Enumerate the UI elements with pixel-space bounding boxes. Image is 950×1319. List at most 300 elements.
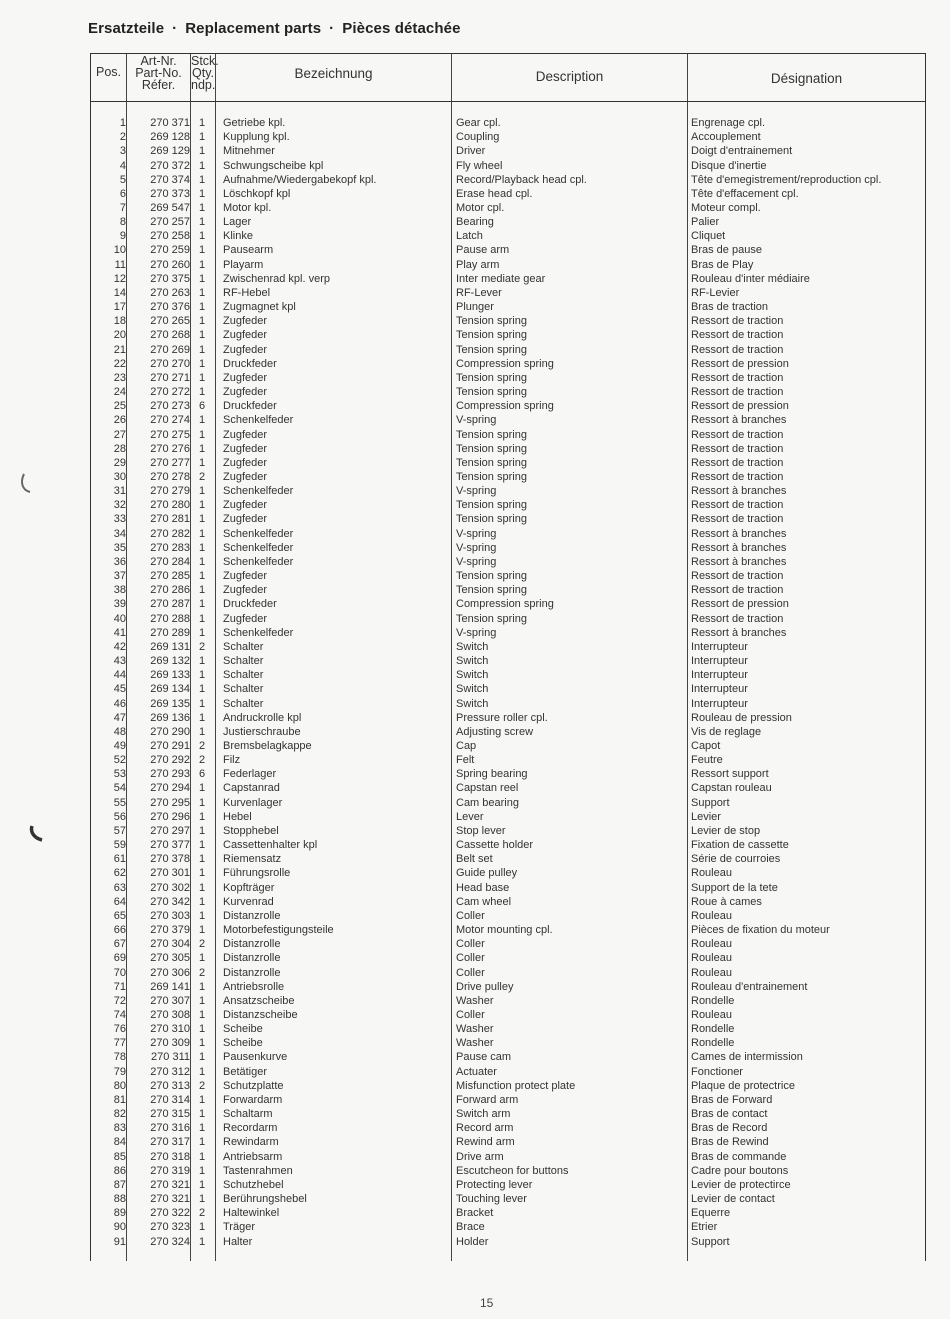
row-pos: 87 bbox=[113, 1178, 126, 1191]
table-row bbox=[91, 1178, 925, 1192]
table-row bbox=[91, 640, 925, 654]
table-row bbox=[91, 357, 925, 371]
row-art-nr: 270 306 bbox=[150, 966, 190, 979]
row-bezeichnung: Stopphebel bbox=[223, 824, 279, 837]
row-qty: 1 bbox=[198, 258, 206, 271]
table-row bbox=[91, 456, 925, 470]
row-description: Coller bbox=[456, 938, 485, 951]
row-description: V-spring bbox=[456, 485, 497, 498]
row-pos: 69 bbox=[113, 952, 126, 965]
table-row bbox=[91, 130, 925, 144]
row-pos: 91 bbox=[113, 1235, 126, 1248]
row-designation: Cliquet bbox=[691, 230, 726, 243]
row-description: Drive arm bbox=[456, 1150, 504, 1163]
table-row bbox=[91, 201, 925, 215]
table-row bbox=[91, 909, 925, 923]
row-designation: Fixation de cassette bbox=[691, 839, 789, 852]
table-row bbox=[91, 980, 925, 994]
row-bezeichnung: Scheibe bbox=[223, 1023, 263, 1036]
row-pos: 34 bbox=[113, 527, 126, 540]
row-art-nr: 270 260 bbox=[150, 258, 190, 271]
row-qty: 1 bbox=[198, 357, 206, 370]
row-designation: Bras de contact bbox=[691, 1108, 768, 1121]
table-row bbox=[91, 258, 925, 272]
row-designation: Ressort à branches bbox=[691, 485, 787, 498]
header-ndp: ndp. bbox=[191, 78, 216, 92]
row-art-nr: 270 377 bbox=[150, 839, 190, 852]
row-qty: 2 bbox=[198, 740, 206, 752]
heading-french: Pièces détachée bbox=[342, 20, 461, 37]
row-art-nr: 270 305 bbox=[150, 952, 190, 965]
row-designation: Ressort de pression bbox=[691, 357, 789, 370]
row-bezeichnung: Distanzscheibe bbox=[223, 1009, 298, 1021]
row-bezeichnung: Filz bbox=[223, 754, 241, 767]
row-bezeichnung: Schutzplatte bbox=[223, 1079, 284, 1092]
table-row bbox=[91, 1008, 925, 1022]
row-qty: 1 bbox=[198, 810, 206, 823]
row-designation: Ressort à branches bbox=[691, 527, 787, 540]
row-qty: 1 bbox=[198, 159, 206, 172]
table-row bbox=[91, 428, 925, 442]
row-bezeichnung: Klinke bbox=[223, 230, 253, 243]
row-art-nr: 269 136 bbox=[150, 711, 190, 724]
table-row bbox=[91, 895, 925, 909]
row-description: Adjusting screw bbox=[456, 725, 534, 738]
row-description: Protecting lever bbox=[456, 1178, 533, 1191]
row-bezeichnung: Schalter bbox=[223, 640, 264, 653]
row-designation: Feutre bbox=[691, 754, 723, 767]
row-qty: 1 bbox=[198, 456, 206, 469]
row-pos: 65 bbox=[113, 909, 126, 922]
row-art-nr: 270 271 bbox=[150, 371, 190, 384]
row-designation: Levier de stop bbox=[691, 824, 761, 837]
row-qty: 1 bbox=[198, 414, 206, 427]
row-art-nr: 270 379 bbox=[150, 924, 190, 936]
row-qty: 1 bbox=[198, 867, 206, 880]
row-art-nr: 270 321 bbox=[150, 1193, 190, 1205]
row-designation: Ressort à branches bbox=[691, 626, 787, 639]
row-description: V-spring bbox=[456, 414, 497, 427]
row-bezeichnung: Recordarm bbox=[223, 1122, 278, 1135]
row-designation: Ressort à branches bbox=[691, 541, 787, 554]
row-art-nr: 270 378 bbox=[150, 853, 190, 866]
table-row bbox=[91, 951, 925, 965]
table-row bbox=[91, 1065, 925, 1079]
row-designation: Bras de traction bbox=[691, 301, 769, 314]
row-qty: 1 bbox=[198, 1193, 206, 1205]
row-qty: 1 bbox=[198, 980, 206, 993]
row-art-nr: 270 279 bbox=[150, 485, 190, 498]
row-bezeichnung: Zugfeder bbox=[223, 442, 268, 455]
row-art-nr: 270 265 bbox=[150, 315, 190, 328]
row-art-nr: 270 277 bbox=[150, 456, 190, 469]
row-bezeichnung: Schenkelfeder bbox=[223, 485, 294, 498]
row-pos: 48 bbox=[113, 725, 126, 738]
row-art-nr: 269 129 bbox=[150, 145, 190, 158]
table-row bbox=[91, 739, 925, 753]
row-designation: Rondelle bbox=[691, 1037, 735, 1050]
row-pos: 38 bbox=[113, 584, 126, 597]
row-art-nr: 270 376 bbox=[150, 301, 190, 314]
row-art-nr: 269 134 bbox=[150, 683, 190, 696]
row-description: V-spring bbox=[456, 541, 497, 554]
row-pos: 39 bbox=[113, 598, 126, 611]
row-art-nr: 270 287 bbox=[150, 598, 190, 611]
row-qty: 1 bbox=[198, 924, 206, 936]
row-qty: 1 bbox=[198, 1065, 206, 1078]
row-description: Motor mounting cpl. bbox=[456, 924, 553, 936]
row-designation: Accouplement bbox=[691, 131, 761, 144]
row-description: Spring bearing bbox=[456, 768, 528, 781]
row-pos: 79 bbox=[113, 1065, 126, 1078]
row-pos: 86 bbox=[113, 1164, 126, 1177]
row-qty: 1 bbox=[198, 1009, 206, 1021]
row-bezeichnung: Schenkelfeder bbox=[223, 626, 294, 639]
row-designation: Fonctioner bbox=[691, 1065, 743, 1078]
row-designation: Support de la tete bbox=[691, 881, 778, 894]
row-art-nr: 270 301 bbox=[150, 867, 190, 880]
row-designation: Interrupteur bbox=[691, 640, 748, 653]
row-qty: 2 bbox=[198, 470, 206, 483]
row-pos: 88 bbox=[113, 1193, 126, 1205]
row-art-nr: 270 311 bbox=[151, 1051, 190, 1064]
row-pos: 84 bbox=[113, 1136, 126, 1149]
row-art-nr: 270 315 bbox=[150, 1108, 190, 1121]
row-qty: 1 bbox=[198, 1136, 206, 1149]
row-art-nr: 270 290 bbox=[150, 725, 190, 738]
row-designation: Disque d'inertie bbox=[691, 159, 767, 172]
table-row bbox=[91, 555, 925, 569]
row-qty: 1 bbox=[198, 683, 206, 696]
row-qty: 1 bbox=[198, 386, 206, 398]
row-description: Compression spring bbox=[456, 357, 554, 370]
row-designation: Rouleau bbox=[691, 952, 732, 965]
row-designation: Bras de Play bbox=[691, 258, 754, 271]
row-bezeichnung: Antriebsrolle bbox=[223, 980, 285, 993]
row-qty: 2 bbox=[198, 1207, 206, 1220]
row-bezeichnung: Schwungscheibe kpl bbox=[223, 159, 324, 172]
row-description: Guide pulley bbox=[456, 867, 518, 880]
row-qty: 1 bbox=[198, 230, 206, 243]
row-designation: Ressort de traction bbox=[691, 428, 784, 441]
table-row bbox=[91, 612, 925, 626]
row-qty: 1 bbox=[198, 584, 206, 597]
row-pos: 77 bbox=[113, 1037, 126, 1050]
header-art-nr: Art-Nr. bbox=[140, 54, 177, 68]
row-pos: 74 bbox=[113, 1009, 126, 1021]
row-qty: 1 bbox=[198, 1235, 206, 1248]
row-pos: 54 bbox=[113, 782, 126, 795]
row-description: Tension spring bbox=[456, 442, 527, 455]
row-description: Felt bbox=[456, 754, 475, 767]
row-art-nr: 270 309 bbox=[150, 1037, 190, 1050]
row-designation: Moteur compl. bbox=[691, 201, 761, 214]
row-bezeichnung: Schenkelfeder bbox=[223, 541, 294, 554]
row-art-nr: 270 275 bbox=[150, 428, 190, 441]
row-designation: Rouleau bbox=[691, 867, 732, 880]
row-qty: 1 bbox=[198, 1023, 206, 1036]
row-pos: 80 bbox=[113, 1079, 126, 1092]
row-designation: Plaque de protectrice bbox=[691, 1079, 795, 1092]
row-pos: 43 bbox=[113, 655, 126, 667]
row-art-nr: 270 268 bbox=[150, 329, 190, 342]
row-bezeichnung: Distanzrolle bbox=[223, 938, 281, 951]
row-bezeichnung: Schenkelfeder bbox=[223, 527, 294, 540]
row-bezeichnung: Zugfeder bbox=[223, 329, 268, 342]
row-bezeichnung: Zugfeder bbox=[223, 570, 268, 583]
row-art-nr: 270 291 bbox=[150, 740, 190, 752]
row-bezeichnung: Ansatzscheibe bbox=[223, 994, 295, 1007]
table-row bbox=[91, 343, 925, 357]
table-row bbox=[91, 1121, 925, 1135]
row-designation: Pièces de fixation du moteur bbox=[691, 924, 830, 936]
table-row bbox=[91, 371, 925, 385]
row-description: Compression spring bbox=[456, 598, 554, 611]
row-bezeichnung: Zugfeder bbox=[223, 470, 268, 483]
row-designation: Rouleau bbox=[691, 966, 732, 979]
row-designation: Cames de intermission bbox=[691, 1051, 803, 1064]
row-description: Tension spring bbox=[456, 343, 527, 356]
row-qty: 1 bbox=[198, 286, 206, 299]
row-bezeichnung: Schalter bbox=[223, 669, 264, 682]
row-bezeichnung: Schutzhebel bbox=[223, 1178, 284, 1191]
row-designation: Doigt d'entrainement bbox=[691, 145, 793, 158]
row-designation: Ressort de traction bbox=[691, 371, 784, 384]
row-bezeichnung: Distanzrolle bbox=[223, 966, 281, 979]
row-qty: 1 bbox=[198, 527, 206, 540]
page-number: 15 bbox=[480, 1296, 494, 1310]
row-designation: Rondelle bbox=[691, 1023, 735, 1036]
table-row bbox=[91, 711, 925, 725]
heading-german: Ersatzteile bbox=[88, 20, 165, 37]
row-art-nr: 270 316 bbox=[150, 1122, 190, 1135]
row-pos: 70 bbox=[113, 966, 126, 979]
row-qty: 1 bbox=[198, 909, 206, 922]
row-art-nr: 270 263 bbox=[150, 286, 190, 299]
row-bezeichnung: Bremsbelagkappe bbox=[223, 740, 312, 752]
row-pos: 47 bbox=[113, 711, 126, 724]
row-bezeichnung: Andruckrolle kpl bbox=[223, 711, 302, 724]
row-qty: 1 bbox=[198, 782, 206, 795]
row-designation: Bras de pause bbox=[691, 244, 762, 257]
row-pos: 30 bbox=[113, 470, 126, 483]
row-pos: 85 bbox=[113, 1150, 126, 1163]
row-pos: 66 bbox=[113, 924, 126, 936]
row-designation: Tête d'effacement cpl. bbox=[691, 187, 799, 200]
row-art-nr: 270 317 bbox=[150, 1136, 190, 1149]
row-art-nr: 270 302 bbox=[150, 881, 190, 894]
row-bezeichnung: Kurvenlager bbox=[223, 796, 283, 809]
row-art-nr: 269 131 bbox=[150, 640, 190, 653]
row-pos: 76 bbox=[113, 1023, 126, 1036]
row-bezeichnung: Schalter bbox=[223, 683, 264, 696]
row-designation: Palier bbox=[691, 216, 720, 229]
row-designation: Interrupteur bbox=[691, 683, 748, 696]
row-art-nr: 269 547 bbox=[150, 201, 190, 214]
table-row bbox=[91, 229, 925, 243]
row-bezeichnung: Cassettenhalter kpl bbox=[223, 839, 318, 852]
table-row bbox=[91, 159, 925, 173]
row-description: Plunger bbox=[456, 301, 494, 314]
table-row bbox=[91, 484, 925, 498]
row-qty: 1 bbox=[198, 329, 206, 342]
row-pos: 32 bbox=[113, 499, 126, 512]
row-qty: 1 bbox=[198, 485, 206, 498]
row-art-nr: 270 318 bbox=[150, 1150, 190, 1163]
row-pos: 53 bbox=[113, 768, 126, 781]
row-qty: 1 bbox=[198, 796, 206, 809]
row-art-nr: 270 374 bbox=[150, 173, 190, 186]
row-bezeichnung: Distanzrolle bbox=[223, 952, 281, 965]
table-row bbox=[91, 1192, 925, 1206]
row-qty: 1 bbox=[198, 1178, 206, 1191]
row-designation: Rouleau d'entrainement bbox=[691, 980, 808, 993]
row-qty: 1 bbox=[198, 839, 206, 852]
row-designation: Rouleau de pression bbox=[691, 711, 792, 724]
row-description: Bearing bbox=[456, 216, 494, 229]
row-pos: 82 bbox=[113, 1108, 126, 1121]
row-art-nr: 270 303 bbox=[150, 909, 190, 922]
row-bezeichnung: RF-Hebel bbox=[223, 286, 271, 299]
table-row bbox=[91, 881, 925, 895]
row-designation: Levier bbox=[691, 810, 721, 823]
table-row bbox=[91, 668, 925, 682]
header-part-no: Part-No. bbox=[135, 66, 182, 80]
header-qty: Qty. bbox=[192, 66, 214, 80]
table-row bbox=[91, 824, 925, 838]
row-art-nr: 270 319 bbox=[150, 1164, 190, 1177]
table-row bbox=[91, 866, 925, 880]
table-row bbox=[91, 626, 925, 640]
row-bezeichnung: Federlager bbox=[223, 768, 277, 781]
row-pos: 61 bbox=[113, 853, 126, 866]
row-bezeichnung: Schenkelfeder bbox=[223, 414, 294, 427]
row-pos: 63 bbox=[113, 881, 126, 894]
row-designation: Rouleau bbox=[691, 1009, 732, 1021]
table-row bbox=[91, 385, 925, 399]
row-bezeichnung: Führungsrolle bbox=[223, 867, 291, 880]
row-qty: 1 bbox=[198, 187, 206, 200]
table-row bbox=[91, 300, 925, 314]
row-description: Switch bbox=[456, 683, 489, 696]
row-pos: 64 bbox=[113, 895, 126, 908]
row-pos: 49 bbox=[113, 740, 126, 752]
row-art-nr: 270 259 bbox=[150, 244, 190, 257]
row-designation: Ressort de traction bbox=[691, 513, 784, 526]
table-row bbox=[91, 994, 925, 1008]
row-art-nr: 270 257 bbox=[150, 216, 190, 229]
row-bezeichnung: Zugfeder bbox=[223, 612, 268, 625]
table-row bbox=[91, 243, 925, 257]
row-description: Motor cpl. bbox=[456, 201, 505, 214]
row-description: Coller bbox=[456, 952, 485, 965]
row-art-nr: 270 295 bbox=[150, 796, 190, 809]
table-row bbox=[91, 810, 925, 824]
row-designation: Ressort de traction bbox=[691, 584, 784, 597]
row-bezeichnung: Zugfeder bbox=[223, 499, 268, 512]
row-description: Tension spring bbox=[456, 315, 527, 328]
table-row bbox=[91, 116, 925, 130]
row-description: Forward arm bbox=[456, 1093, 519, 1106]
row-bezeichnung: Motor kpl. bbox=[223, 201, 272, 214]
table-row bbox=[91, 1050, 925, 1064]
row-designation: Ressort de traction bbox=[691, 343, 784, 356]
row-qty: 1 bbox=[198, 626, 206, 639]
row-qty: 1 bbox=[198, 1037, 206, 1050]
row-pos: 23 bbox=[113, 371, 126, 384]
row-description: Record arm bbox=[456, 1122, 514, 1135]
table-row bbox=[91, 796, 925, 810]
row-pos: 6 bbox=[119, 187, 126, 200]
row-description: Tension spring bbox=[456, 428, 527, 441]
row-description: Tension spring bbox=[456, 386, 527, 398]
row-designation: Interrupteur bbox=[691, 697, 748, 710]
row-pos: 42 bbox=[113, 640, 126, 653]
row-art-nr: 270 322 bbox=[150, 1207, 190, 1220]
row-pos: 59 bbox=[113, 839, 126, 852]
row-designation: Interrupteur bbox=[691, 655, 748, 667]
row-description: Drive pulley bbox=[456, 980, 514, 993]
row-designation: Série de courroies bbox=[691, 853, 781, 866]
row-bezeichnung: Betätiger bbox=[223, 1065, 268, 1078]
row-art-nr: 270 294 bbox=[150, 782, 190, 795]
row-qty: 1 bbox=[198, 201, 206, 214]
row-designation: Ressort à branches bbox=[691, 555, 787, 568]
row-bezeichnung: Playarm bbox=[223, 258, 264, 271]
row-description: Tension spring bbox=[456, 612, 527, 625]
row-pos: 17 bbox=[113, 301, 126, 314]
row-qty: 2 bbox=[198, 938, 206, 951]
row-designation: Ressort de traction bbox=[691, 570, 784, 583]
row-bezeichnung: Getriebe kpl. bbox=[223, 117, 286, 129]
row-bezeichnung: Hebel bbox=[223, 810, 252, 823]
row-designation: Capot bbox=[691, 740, 721, 752]
row-bezeichnung: Zugfeder bbox=[223, 371, 268, 384]
table-row bbox=[91, 767, 925, 781]
row-art-nr: 270 282 bbox=[150, 527, 190, 540]
row-designation: Rondelle bbox=[691, 994, 735, 1007]
row-art-nr: 269 133 bbox=[150, 669, 190, 682]
row-designation: Ressort de traction bbox=[691, 315, 784, 328]
row-description: Compression spring bbox=[456, 400, 554, 413]
row-art-nr: 270 276 bbox=[150, 442, 190, 455]
row-pos: 10 bbox=[113, 244, 126, 257]
row-pos: 25 bbox=[113, 400, 126, 413]
row-pos: 22 bbox=[113, 357, 126, 370]
table-row bbox=[91, 1220, 925, 1234]
header-designation: Désignation bbox=[770, 71, 843, 86]
row-description: Actuater bbox=[456, 1065, 497, 1078]
row-qty: 1 bbox=[198, 1108, 206, 1121]
row-description: Washer bbox=[456, 994, 494, 1007]
row-description: Cam wheel bbox=[456, 895, 512, 908]
row-bezeichnung: Capstanrad bbox=[223, 782, 280, 795]
row-description: Capstan reel bbox=[456, 782, 519, 795]
row-qty: 6 bbox=[198, 768, 206, 781]
row-bezeichnung: Druckfeder bbox=[223, 598, 277, 611]
page-heading bbox=[88, 20, 461, 37]
row-designation: RF-Levier bbox=[691, 286, 740, 299]
row-pos: 1 bbox=[119, 117, 126, 129]
row-bezeichnung: Kopfträger bbox=[223, 881, 275, 894]
header-pos: Pos. bbox=[95, 65, 121, 79]
row-bezeichnung: Schaltarm bbox=[223, 1108, 273, 1121]
table-row bbox=[91, 697, 925, 711]
parts-table bbox=[90, 53, 926, 1261]
row-pos: 81 bbox=[113, 1093, 126, 1106]
row-bezeichnung: Zugfeder bbox=[223, 343, 268, 356]
row-pos: 90 bbox=[113, 1221, 126, 1234]
